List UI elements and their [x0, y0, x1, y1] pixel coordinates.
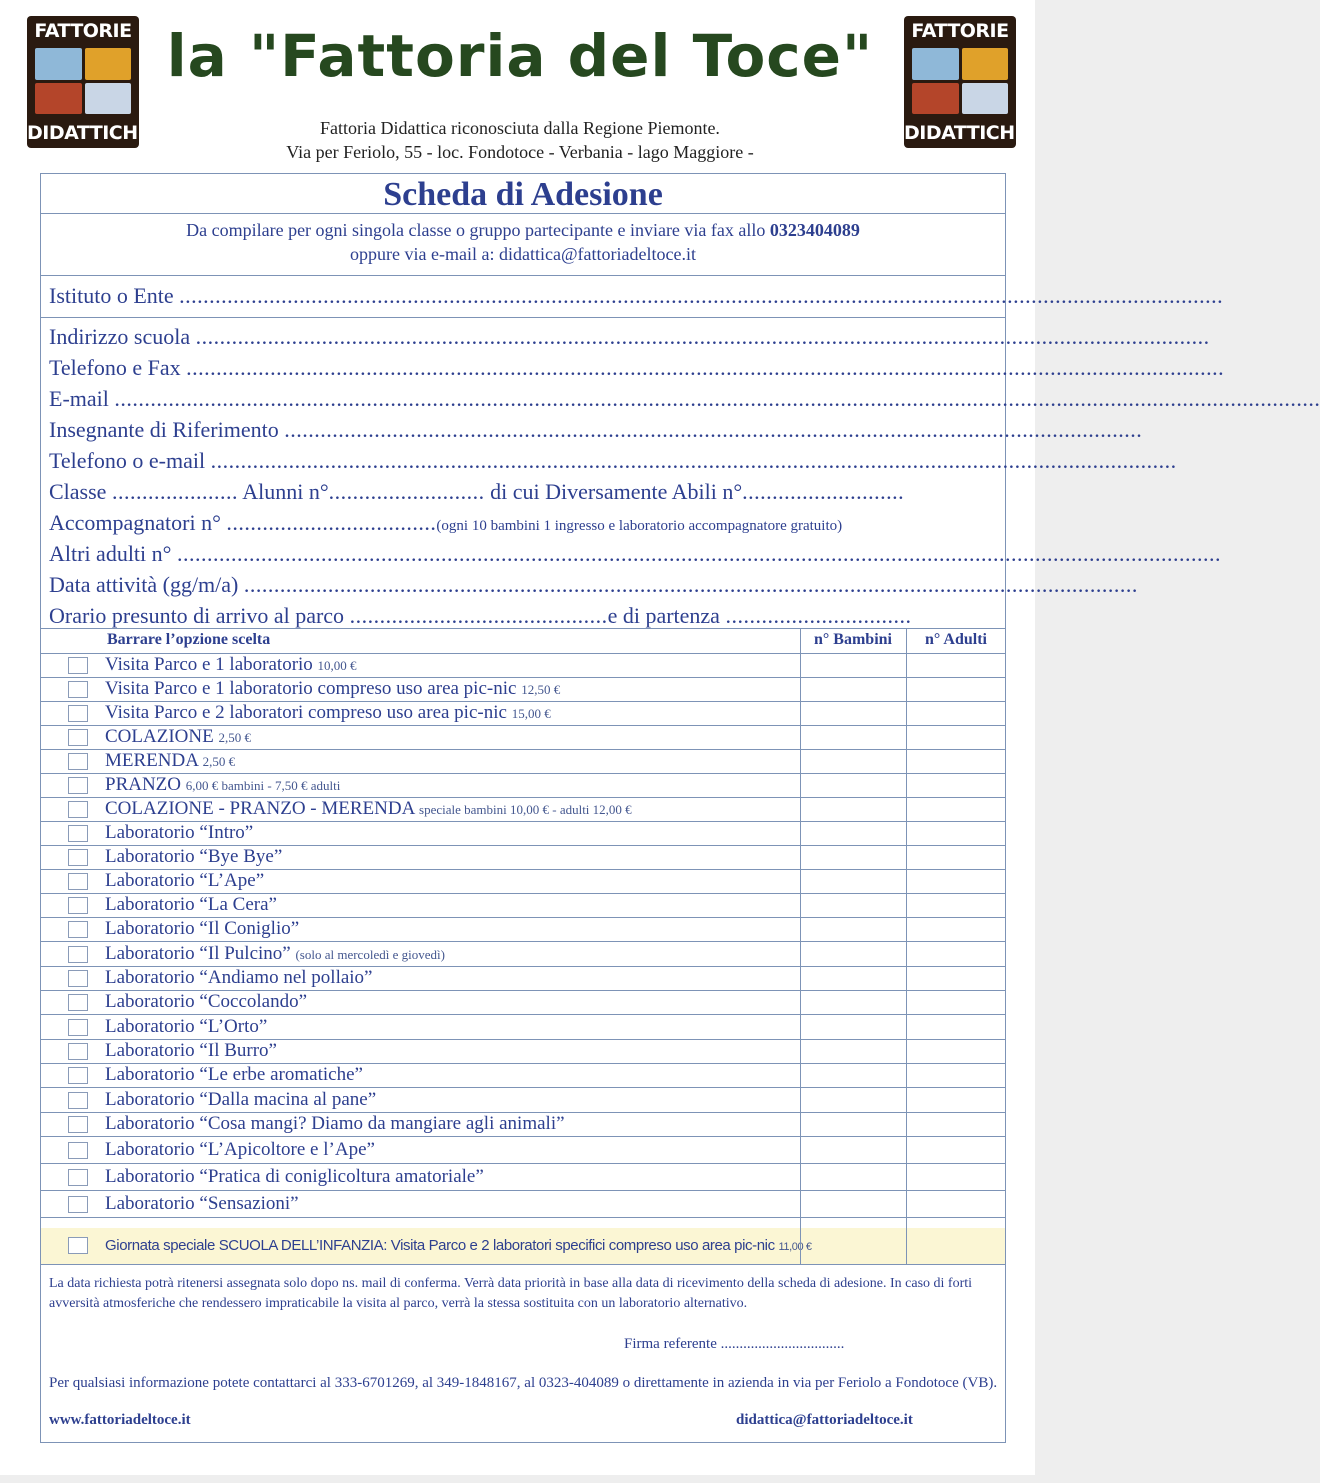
option-checkbox[interactable]: [68, 873, 88, 890]
option-row-special: [41, 1228, 1005, 1265]
option-row: [41, 967, 1005, 991]
option-label: [105, 1113, 565, 1135]
option-text: Giornata speciale SCUOLA DELL’INFANZIA: Visita Parco e 2 laboratori specifici compreso uso area pic-nic: [105, 1237, 775, 1254]
orario-field[interactable]: Orario presunto di arrivo al parco ...........................................e di partenza ...............................: [49, 603, 912, 628]
option-text: Laboratorio “La Cera”: [105, 894, 277, 915]
logo-bottom-text: DIDATTICHE: [27, 122, 151, 144]
option-text: MERENDA: [105, 750, 198, 771]
option-label: [105, 894, 277, 916]
instructions-line-2: oppure via e-mail a: didattica@fattoriadeltoce.it: [350, 244, 696, 264]
option-price: speciale bambini 10,00 € - adulti 12,00 €: [419, 802, 632, 817]
option-row: [41, 846, 1005, 870]
option-row: [41, 870, 1005, 894]
option-checkbox[interactable]: [68, 1092, 88, 1109]
option-label: [105, 1166, 484, 1188]
option-row: [41, 1015, 1005, 1040]
option-text: Laboratorio “Pratica di coniglicoltura amatoriale”: [105, 1166, 484, 1187]
option-checkbox[interactable]: [68, 921, 88, 938]
option-text: Laboratorio “Sensazioni”: [105, 1193, 299, 1214]
option-text: Laboratorio “Coccolando”: [105, 991, 308, 1012]
option-text: Laboratorio “Il Burro”: [105, 1040, 277, 1061]
classe-label: Classe: [49, 479, 107, 504]
option-label: [105, 943, 445, 965]
option-price: 11,00 €: [778, 1241, 812, 1253]
option-label: [105, 991, 307, 1013]
option-row: [41, 1113, 1005, 1137]
page-title: la "Fattoria del Toce": [166, 22, 874, 90]
alunni-label: Alunni n°: [242, 479, 329, 504]
logo-bottom-text: DIDATTICHE: [904, 122, 1028, 144]
col-adulti-header: n° Adulti: [925, 631, 987, 648]
option-checkbox[interactable]: [68, 681, 88, 698]
email-field[interactable]: E-mail .........................................................................................................................................................................................................: [49, 386, 1320, 411]
altri-adulti-label: Altri adulti n°: [49, 541, 172, 566]
classe-alunni-field[interactable]: Classe ..................... Alunni n°.......................... di cui Diversamente Abili n°...........................: [49, 479, 905, 504]
option-checkbox[interactable]: [68, 657, 88, 674]
option-price: 10,00 €: [317, 658, 357, 673]
option-label: [105, 1064, 363, 1086]
option-checkbox[interactable]: [68, 994, 88, 1011]
option-text: Visita Parco e 1 laboratorio: [105, 654, 313, 675]
option-text: Visita Parco e 2 laboratori compreso uso area pic-nic: [105, 702, 507, 723]
option-text: Laboratorio “Andiamo nel pollaio”: [105, 967, 373, 988]
accompagnatori-label: Accompagnatori n°: [49, 510, 221, 535]
option-row: [41, 1164, 1005, 1191]
farmhouse-tile-icon: [85, 83, 132, 115]
option-label: [105, 1193, 299, 1215]
option-checkbox[interactable]: [68, 825, 88, 842]
logo-top-text: FATTORIE: [34, 20, 132, 42]
option-row: [41, 1191, 1005, 1218]
option-row: [41, 942, 1005, 967]
column-divider: [800, 629, 801, 1265]
subtitle-recognition: Fattoria Didattica riconosciuta dalla Regione Piemonte.: [320, 118, 720, 138]
divider: [41, 275, 1005, 276]
option-checkbox[interactable]: [68, 970, 88, 987]
option-text: COLAZIONE - PRANZO - MERENDA: [105, 798, 415, 819]
option-text: Laboratorio “Le erbe aromatiche”: [105, 1064, 363, 1085]
option-text: PRANZO: [105, 774, 182, 795]
option-row: [41, 1064, 1005, 1088]
option-label: [105, 846, 282, 868]
option-checkbox[interactable]: [68, 849, 88, 866]
tel-email-label: Telefono o e-mail: [49, 448, 206, 473]
data-attivita-field[interactable]: Data attività (gg/m/a) .....................................................................................................................................................: [49, 572, 1138, 597]
cow-tile-icon: [912, 48, 959, 80]
option-checkbox[interactable]: [68, 946, 88, 963]
data-attivita-label: Data attività (gg/m/a): [49, 572, 239, 597]
cheese-tile-icon: [85, 48, 132, 80]
insegnante-field[interactable]: Insegnante di Riferimento ...............................................................................................................................................: [49, 417, 1143, 442]
email-link[interactable]: didattica@fattoriadeltoce.it: [736, 1412, 913, 1428]
col-option-header: Barrare l’opzione scelta: [107, 631, 271, 648]
option-row: [41, 654, 1005, 678]
option-checkbox[interactable]: [68, 1067, 88, 1084]
option-row: [41, 774, 1005, 798]
option-checkbox[interactable]: [68, 1142, 88, 1159]
option-label: [105, 678, 560, 700]
option-text: Laboratorio “Intro”: [105, 822, 254, 843]
fattorie-didattiche-logo-left: [27, 16, 151, 148]
website-link[interactable]: www.fattoriadeltoce.it: [49, 1412, 191, 1428]
indirizzo-field[interactable]: Indirizzo scuola .........................................................................................................................................................................: [49, 324, 1210, 349]
form-instructions: [41, 218, 1005, 266]
option-text: Laboratorio “Il Pulcino”: [105, 943, 291, 964]
logo-top-text: FATTORIE: [911, 20, 1009, 42]
conditions-note: La data richiesta potrà ritenersi assegnata solo dopo ns. mail di conferma. Verrà data priorità in base alla data di ricevimento della scheda di adesione. In caso di forti avversità atmosferiche che rendessero impraticabile la visita al parco, verrà la stessa sostituita con un laboratorio alternativo.: [49, 1276, 973, 1311]
diversamente-label: di cui Diversamente Abili n°: [490, 479, 743, 504]
option-label: [105, 1139, 375, 1161]
farmhouse-tile-icon: [962, 83, 1009, 115]
logo-tiles: [912, 48, 1008, 114]
option-label: [105, 1237, 812, 1254]
hen-tile-icon: [35, 83, 82, 115]
option-label: [105, 918, 299, 940]
contact-info: Per qualsiasi informazione potete contattarci al 333-6701269, al 349-1848167, al 0323-404089 o direttamente in azienda in via per Feriolo a Fondotoce (VB).: [49, 1375, 998, 1391]
orario-label: Orario presunto di arrivo al parco: [49, 603, 345, 628]
option-text: Laboratorio “Dalla macina al pane”: [105, 1089, 377, 1110]
option-checkbox[interactable]: [68, 1116, 88, 1133]
option-checkbox[interactable]: [68, 801, 88, 818]
option-text: Laboratorio “L’Ape”: [105, 870, 265, 891]
option-text: Laboratorio “Il Coniglio”: [105, 918, 300, 939]
option-checkbox[interactable]: [68, 753, 88, 770]
option-row: [41, 991, 1005, 1015]
option-checkbox[interactable]: [68, 777, 88, 794]
option-checkbox[interactable]: [68, 1237, 88, 1254]
indirizzo-label: Indirizzo scuola: [49, 324, 191, 349]
option-row: [41, 918, 1005, 942]
accompagnatori-note: (ogni 10 bambini 1 ingresso e laboratorio accompagnatore gratuito): [436, 518, 843, 534]
option-price: 2,50 €: [202, 754, 236, 769]
instructions-line-1: Da compilare per ogni singola classe o gruppo partecipante e inviare via fax allo: [186, 220, 766, 240]
firma-label: Firma referente: [624, 1336, 717, 1352]
option-text: Visita Parco e 1 laboratorio compreso uso area pic-nic: [105, 678, 517, 699]
form-title: Scheda di Adesione: [41, 174, 1005, 214]
telefono-fax-label: Telefono e Fax: [49, 355, 181, 380]
option-text: Laboratorio “Bye Bye”: [105, 846, 283, 867]
option-checkbox[interactable]: [68, 1196, 88, 1213]
option-label: [105, 1016, 267, 1038]
option-checkbox[interactable]: [68, 729, 88, 746]
fattorie-didattiche-logo-right: [904, 16, 1028, 148]
partenza-label: e di partenza: [607, 603, 720, 628]
option-price: 2,50 €: [218, 730, 251, 745]
istituto-label: Istituto o Ente: [49, 283, 174, 308]
option-text: COLAZIONE: [105, 726, 214, 747]
col-bambini-header: n° Bambini: [814, 631, 892, 648]
option-text: Laboratorio “L’Apicoltore e l’Ape”: [105, 1139, 375, 1160]
option-row: [41, 894, 1005, 918]
email-label: E-mail: [49, 386, 109, 411]
option-label: [105, 1040, 277, 1062]
option-checkbox[interactable]: [68, 1019, 88, 1036]
insegnante-label: Insegnante di Riferimento: [49, 417, 279, 442]
telefono-fax-field[interactable]: Telefono e Fax .............................................................................................................................................................................: [49, 355, 1225, 380]
option-label: [105, 654, 357, 676]
option-checkbox[interactable]: [68, 705, 88, 722]
istituto-field[interactable]: Istituto o Ente ..............................................................................................................................................................................: [49, 283, 1224, 308]
subtitle-address: Via per Feriolo, 55 - loc. Fondotoce - Verbania - lago Maggiore -: [286, 142, 754, 162]
option-text: Laboratorio “L’Orto”: [105, 1016, 268, 1037]
option-row: [41, 798, 1005, 822]
divider: [41, 317, 1005, 318]
option-row: [41, 750, 1005, 774]
option-row: [41, 1137, 1005, 1164]
option-price: 15,00 €: [511, 706, 551, 721]
option-label: [105, 750, 235, 772]
cheese-tile-icon: [962, 48, 1009, 80]
altri-adulti-field[interactable]: Altri adulti n° ..............................................................................................................................................................................: [49, 541, 1221, 566]
option-row: [41, 822, 1005, 846]
option-checkbox[interactable]: [68, 897, 88, 914]
option-label: [105, 1089, 376, 1111]
option-label: [105, 870, 264, 892]
option-row: [41, 1040, 1005, 1064]
hen-tile-icon: [912, 83, 959, 115]
option-price: 12,50 €: [521, 682, 561, 697]
option-label: [105, 798, 632, 820]
cow-tile-icon: [35, 48, 82, 80]
option-label: [105, 967, 373, 989]
option-text: Laboratorio “Cosa mangi? Diamo da mangiare agli animali”: [105, 1113, 565, 1134]
option-price: (solo al mercoledì e giovedì): [295, 947, 445, 962]
fax-number: 0323404089: [769, 220, 860, 240]
option-label: [105, 726, 251, 748]
footer-links: [49, 1412, 949, 1429]
option-row: [41, 678, 1005, 702]
accompagnatori-field[interactable]: Accompagnatori n° ...................................(ogni 10 bambini 1 ingresso e laboratorio accompagnatore gratuito): [49, 510, 843, 535]
option-label: [105, 774, 340, 796]
option-row: [41, 726, 1005, 750]
logo-tiles: [35, 48, 131, 114]
option-row: [41, 1088, 1005, 1113]
option-checkbox[interactable]: [68, 1043, 88, 1060]
signature-field[interactable]: Firma referente .................................: [624, 1336, 845, 1352]
option-row: [41, 702, 1005, 726]
option-label: [105, 702, 551, 724]
option-checkbox[interactable]: [68, 1169, 88, 1186]
column-divider: [906, 629, 907, 1265]
option-price: 6,00 € bambini - 7,50 € adulti: [185, 778, 341, 793]
tel-email-field[interactable]: Telefono o e-mail .................................................................................................................................................................: [49, 448, 1177, 473]
option-label: [105, 822, 253, 844]
registration-form: [40, 173, 1320, 1443]
options-table-header: [41, 629, 1005, 653]
